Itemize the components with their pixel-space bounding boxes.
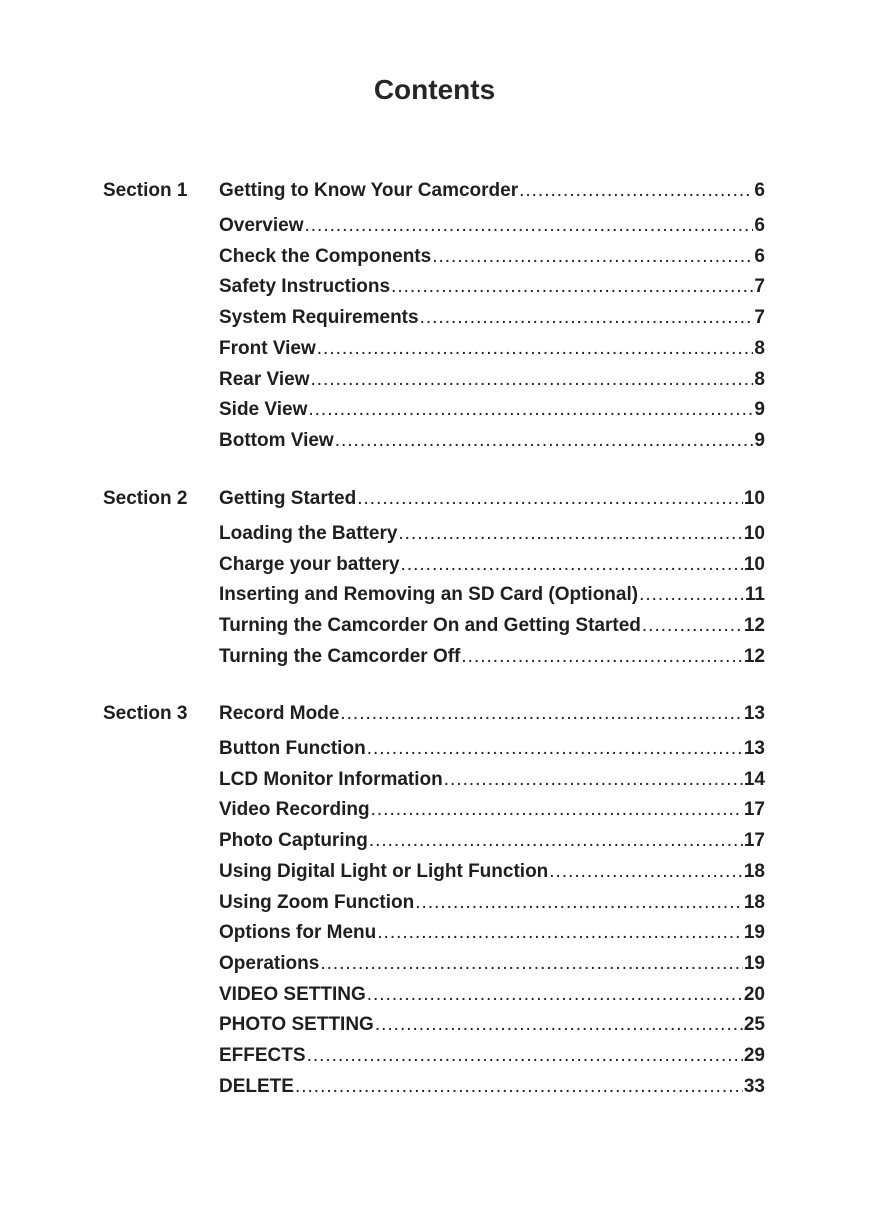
toc-entry-title: Check the Components — [219, 245, 432, 267]
toc-entry[interactable] — [219, 179, 765, 203]
toc-page-number: 8 — [754, 368, 765, 390]
toc-entry-title: Button Function — [219, 738, 366, 759]
toc-page-number: 17 — [743, 799, 765, 821]
toc-entry-title: Front View — [219, 337, 316, 359]
toc-entry-title: Using Zoom Function — [219, 891, 415, 913]
dot-leader — [401, 553, 743, 577]
toc-entry[interactable] — [219, 306, 765, 330]
toc-entry[interactable] — [219, 1044, 765, 1068]
dot-leader — [642, 614, 743, 638]
toc-page-number: 7 — [754, 307, 765, 329]
toc-page-number: 33 — [743, 1075, 765, 1097]
toc-page-number: 10 — [743, 523, 765, 544]
toc-entry[interactable] — [219, 1013, 765, 1037]
toc-page-number: 12 — [743, 645, 765, 667]
dot-leader — [432, 245, 753, 269]
toc-entry-title: Getting to Know Your Camcorder — [219, 180, 519, 201]
dot-leader — [371, 798, 743, 822]
section-label: Section 1 — [103, 180, 188, 201]
toc-entry[interactable] — [219, 398, 765, 422]
toc-page-number: 10 — [743, 488, 765, 509]
dot-leader — [420, 306, 754, 330]
toc-entry-title: Rear View — [219, 368, 310, 390]
dot-leader — [305, 214, 754, 238]
toc-page-number: 17 — [743, 830, 765, 852]
toc-entry-title: DELETE — [219, 1075, 294, 1097]
toc-entry-title: Getting Started — [219, 488, 357, 509]
toc-entry-title: Safety Instructions — [219, 276, 391, 298]
toc-entry[interactable] — [219, 702, 765, 726]
dot-leader — [639, 583, 744, 607]
toc-entry[interactable] — [219, 214, 765, 238]
toc-entry[interactable] — [219, 645, 765, 669]
toc-entry-title: Loading the Battery — [219, 523, 398, 544]
toc-entry-title: EFFECTS — [219, 1045, 306, 1066]
dot-leader — [317, 337, 754, 361]
dot-leader — [308, 398, 753, 422]
page-title: Contents — [373, 74, 496, 105]
toc-entry-title: Options for Menu — [219, 922, 377, 944]
dot-leader — [367, 983, 743, 1007]
toc-entry[interactable] — [219, 737, 765, 761]
dot-leader — [549, 860, 743, 884]
toc-entry[interactable] — [219, 337, 765, 361]
dot-leader — [310, 368, 753, 392]
toc-page-number: 9 — [754, 429, 765, 451]
toc-entry-title: Charge your battery — [219, 553, 400, 575]
toc-page-number: 6 — [754, 180, 765, 201]
toc-page-number: 20 — [743, 983, 765, 1005]
toc-entry-title: LCD Monitor Information — [219, 768, 443, 790]
toc-entry-title: Turning the Camcorder Off — [219, 645, 461, 667]
toc-entry[interactable] — [219, 921, 765, 945]
toc-entry[interactable] — [219, 983, 765, 1007]
toc-page-number: 13 — [743, 738, 765, 759]
toc-entry[interactable] — [219, 860, 765, 884]
toc-page-number: 6 — [754, 215, 765, 236]
toc-entry[interactable] — [219, 368, 765, 392]
section-label: Section 2 — [103, 488, 188, 509]
dot-leader — [415, 891, 743, 915]
dot-leader — [335, 429, 754, 453]
dot-leader — [398, 522, 742, 546]
toc-entry-title: VIDEO SETTING — [219, 983, 366, 1005]
toc-entry[interactable] — [219, 768, 765, 792]
toc-entry-title: Using Digital Light or Light Function — [219, 860, 549, 882]
toc-entry[interactable] — [219, 614, 765, 638]
toc-entry-title: Side View — [219, 399, 308, 421]
toc-entry[interactable] — [219, 522, 765, 546]
toc-entry[interactable] — [219, 798, 765, 822]
toc-page-number: 10 — [743, 553, 765, 575]
toc-page-number: 25 — [743, 1014, 765, 1036]
dot-leader — [295, 1075, 743, 1099]
toc-entry[interactable] — [219, 829, 765, 853]
toc-entry[interactable] — [219, 487, 765, 511]
toc-entry-title: PHOTO SETTING — [219, 1014, 374, 1036]
dot-leader — [369, 829, 743, 853]
dot-leader — [340, 702, 743, 726]
toc-page-number: 14 — [743, 768, 765, 790]
toc-entry-title: Operations — [219, 952, 320, 974]
toc-entry-title: System Requirements — [219, 307, 419, 329]
toc-entry-title: Bottom View — [219, 429, 334, 451]
toc-entry[interactable] — [219, 429, 765, 453]
dot-leader — [367, 737, 743, 761]
toc-page-number: 29 — [743, 1045, 765, 1066]
dot-leader — [307, 1044, 743, 1068]
toc-page-number: 19 — [743, 952, 765, 974]
toc-entry-title: Overview — [219, 215, 304, 236]
dot-leader — [391, 275, 753, 299]
toc-entry-title: Inserting and Removing an SD Card (Optional) — [219, 584, 639, 606]
toc-page-number: 13 — [743, 703, 765, 724]
toc-entry[interactable] — [219, 275, 765, 299]
toc-page-number: 6 — [754, 245, 765, 267]
dot-leader — [519, 179, 753, 203]
toc-entry-title: Record Mode — [219, 703, 340, 724]
dot-leader — [461, 645, 742, 669]
toc-page-number: 19 — [743, 922, 765, 944]
toc-entry-title: Video Recording — [219, 799, 370, 821]
dot-leader — [377, 921, 743, 945]
toc-page-number: 18 — [743, 860, 765, 882]
dot-leader — [357, 487, 743, 511]
toc-page-number: 12 — [743, 615, 765, 637]
dot-leader — [444, 768, 743, 792]
dot-leader — [375, 1013, 743, 1037]
toc-page-number: 11 — [744, 584, 765, 606]
toc-page-number: 7 — [754, 276, 765, 298]
toc-entry[interactable] — [219, 553, 765, 577]
section-label: Section 3 — [103, 703, 188, 724]
toc-entry[interactable] — [219, 1075, 765, 1099]
dot-leader — [320, 952, 743, 976]
toc-entry[interactable] — [219, 952, 765, 976]
toc-entry-title: Photo Capturing — [219, 830, 368, 852]
toc-page-number: 8 — [754, 337, 765, 359]
toc-entry[interactable] — [219, 891, 765, 915]
toc-entry[interactable] — [219, 245, 765, 269]
toc-page-number: 9 — [754, 399, 765, 421]
toc-page-number: 18 — [743, 891, 765, 913]
toc-entry[interactable] — [219, 583, 765, 607]
toc-entry-title: Turning the Camcorder On and Getting Started — [219, 615, 641, 637]
